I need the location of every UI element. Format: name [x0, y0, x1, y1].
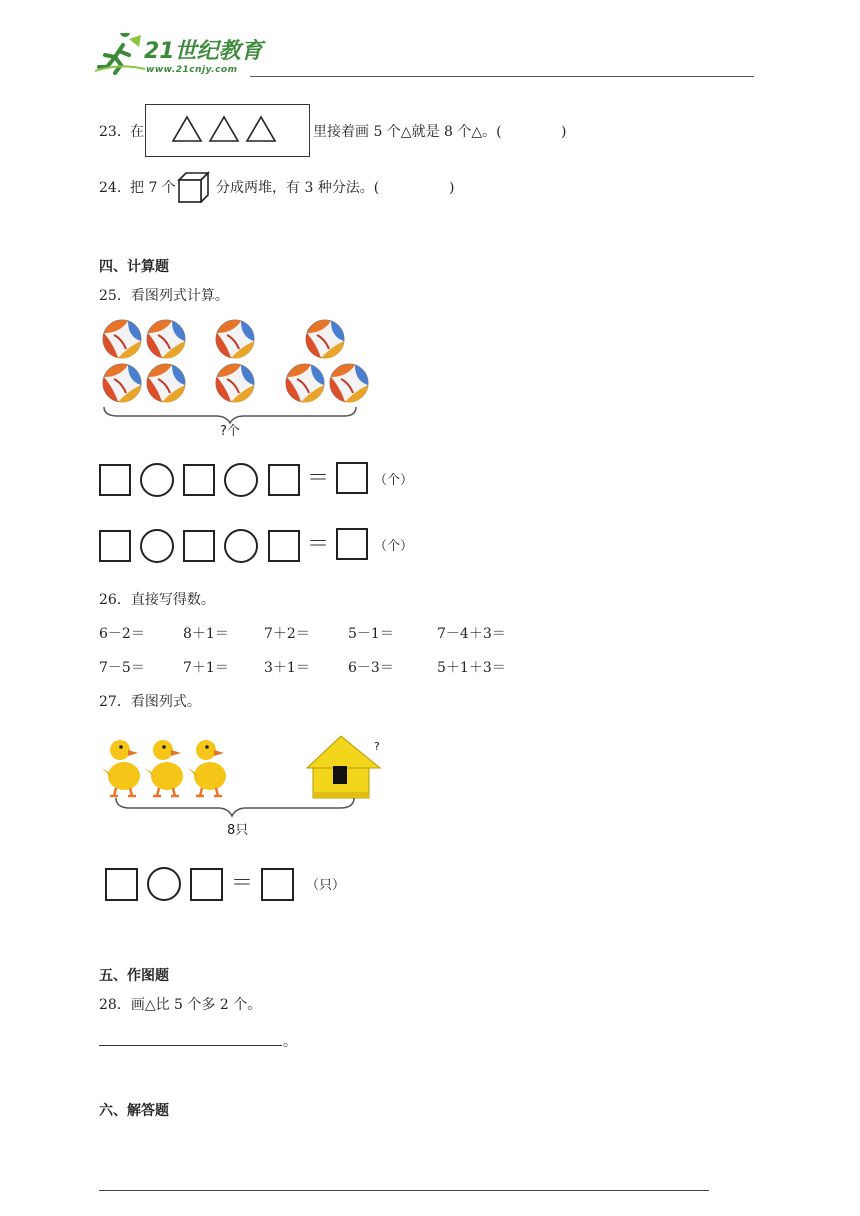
- calc-item: 6－2＝: [99, 626, 145, 642]
- ducks-house-illustration: [100, 728, 390, 828]
- equals-sign: ＝: [307, 466, 330, 491]
- question-text: 28．画△比 5 个多 2 个。: [99, 997, 262, 1013]
- result-box[interactable]: [336, 462, 368, 494]
- calc-item: 5－1＝: [348, 626, 394, 642]
- section-title-5: 五、作图题: [99, 968, 169, 984]
- cube-icon: [177, 171, 210, 203]
- question-text: 25．看图列式计算。: [99, 288, 229, 304]
- triangles-icon: [171, 115, 281, 143]
- question-text-after: 里接着画 5 个△就是 8 个△。(: [313, 124, 502, 140]
- answer-line[interactable]: [99, 1045, 282, 1046]
- operator-circle[interactable]: [224, 463, 258, 497]
- calc-item: 7＋2＝: [264, 626, 310, 642]
- equals-sign: ＝: [231, 871, 254, 896]
- calc-item: 7－4＋3＝: [437, 626, 506, 642]
- equals-sign: ＝: [307, 532, 330, 557]
- answer-box[interactable]: [268, 530, 300, 562]
- unit-label: （个）: [374, 473, 414, 488]
- question-text-before: 在: [130, 124, 144, 140]
- calc-item: 5＋1＋3＝: [437, 660, 506, 676]
- answer-paren-close: ): [561, 124, 567, 140]
- logo-title: 21世纪教育: [144, 39, 263, 64]
- operator-circle[interactable]: [224, 529, 258, 563]
- answer-end-mark: 。: [283, 1034, 297, 1050]
- triangle-frame: [145, 104, 310, 157]
- question-number: 23．: [99, 124, 131, 140]
- answer-box[interactable]: [268, 464, 300, 496]
- brace-label: 8只: [227, 823, 249, 838]
- calc-item: 8＋1＝: [183, 626, 229, 642]
- operator-circle[interactable]: [140, 463, 174, 497]
- unit-label: （个）: [374, 539, 414, 554]
- answer-paren-close: ): [449, 180, 455, 196]
- question-text-after: 分成两堆，有 3 种分法。(: [216, 180, 380, 196]
- question-text: 26．直接写得数。: [99, 592, 215, 608]
- logo-url: www.21cnjy.com: [146, 65, 238, 75]
- section-title-4: 四、计算题: [99, 259, 169, 275]
- answer-box[interactable]: [99, 464, 131, 496]
- calc-item: 7＋1＝: [183, 660, 229, 676]
- calc-item: 7－5＝: [99, 660, 145, 676]
- answer-box[interactable]: [183, 530, 215, 562]
- question-text: 27．看图列式。: [99, 694, 201, 710]
- answer-box[interactable]: [105, 868, 138, 901]
- brace-label: ?个: [220, 424, 240, 439]
- header-rule: [250, 76, 754, 77]
- footer-rule: [99, 1190, 709, 1191]
- house-question-mark: ?: [374, 740, 380, 753]
- unit-label: （只）: [306, 878, 346, 893]
- question-number: 24．: [99, 180, 131, 196]
- operator-circle[interactable]: [140, 529, 174, 563]
- answer-box[interactable]: [99, 530, 131, 562]
- operator-circle[interactable]: [147, 867, 181, 901]
- question-text-before: 把 7 个: [130, 180, 176, 196]
- calc-item: 3＋1＝: [264, 660, 310, 676]
- calc-item: 6－3＝: [348, 660, 394, 676]
- runner-logo-icon: [95, 33, 145, 75]
- result-box[interactable]: [261, 868, 294, 901]
- answer-box[interactable]: [183, 464, 215, 496]
- section-title-6: 六、解答题: [99, 1103, 169, 1119]
- result-box[interactable]: [336, 528, 368, 560]
- answer-box[interactable]: [190, 868, 223, 901]
